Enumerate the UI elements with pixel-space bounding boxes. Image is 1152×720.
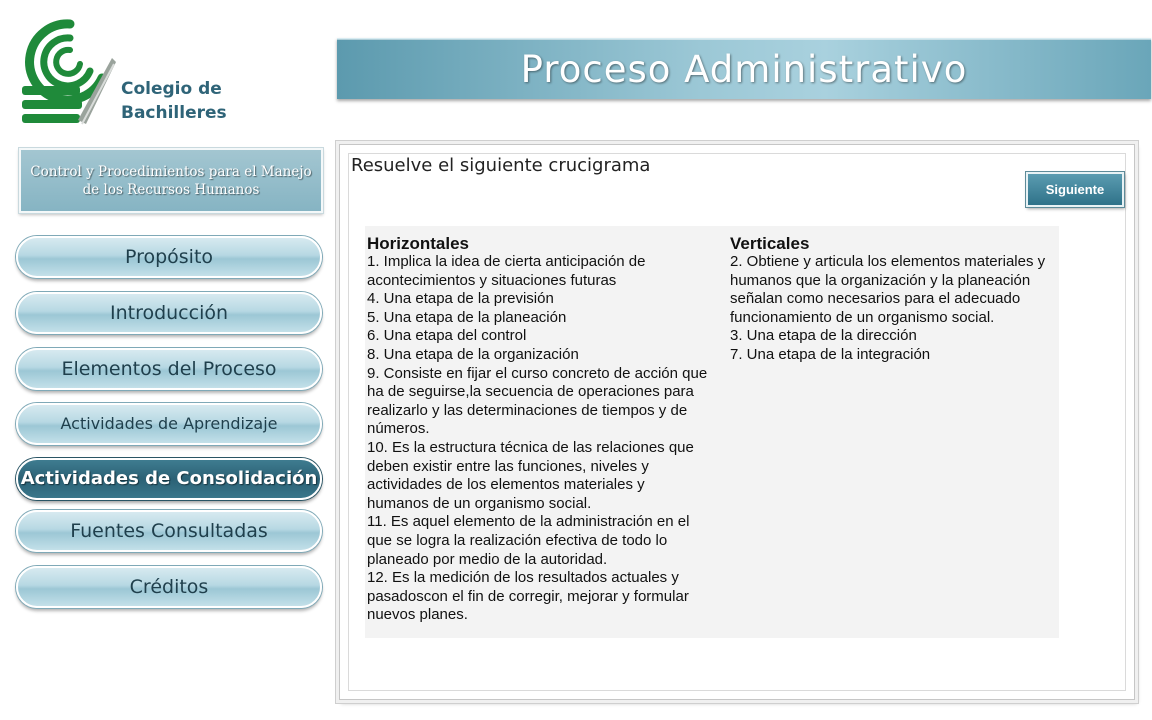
clue-line: humanos de un organismo social. [367, 494, 592, 512]
clue-line: deben existir entre las funciones, niveles y [367, 457, 649, 475]
nav-label: Fuentes Consultadas [70, 520, 268, 542]
clue-line: actividades de los elementos materiales y [367, 476, 645, 494]
next-button[interactable] [1026, 172, 1124, 207]
nav-fuentes-button[interactable] [16, 510, 322, 552]
nav-aprendizaje-button[interactable] [16, 403, 322, 445]
clue-line: ha de seguirse,la secuencia de operaciones para [367, 383, 694, 401]
clue-line: humanos que la organización y la planeación [730, 271, 1031, 289]
clue-line: 3. Una etapa de la dirección [730, 327, 917, 345]
clue-line: 12. Es la medición de los resultados actuales y [367, 569, 679, 587]
brand-line-2: Bachilleres [121, 103, 227, 123]
instruction-text: Resuelve el siguiente crucigrama [351, 155, 651, 176]
clue-line: realizarlo y las determinaciones de tiempos y de [367, 401, 688, 419]
vertical-heading: Verticales [730, 234, 810, 253]
logo-swirl-icon [20, 16, 120, 131]
clue-line: 5. Una etapa de la planeación [367, 308, 567, 326]
horizontal-clue-list [367, 253, 722, 625]
nav-creditos-button[interactable] [16, 566, 322, 608]
colegio-logo [20, 16, 120, 131]
vertical-clues [730, 234, 1060, 365]
horizontal-heading: Horizontales [367, 234, 470, 253]
clue-line: 11. Es aquel elemento de la administración en el [367, 513, 690, 531]
clue-line: 9. Consiste en fijar el curso concreto de acción que [367, 364, 708, 382]
nav-label: Actividades de Aprendizaje [60, 414, 278, 433]
nav-label: Elementos del Proceso [61, 358, 277, 380]
next-button-label: Siguiente [1045, 182, 1105, 197]
title-bar [337, 38, 1151, 99]
nav-introduccion-button[interactable] [16, 292, 322, 334]
clue-line: nuevos planes. [367, 606, 468, 624]
clue-line: planeado por medio de la autoridad. [367, 550, 608, 568]
brand-line-1: Colegio de [121, 79, 222, 99]
nav-label: Actividades de Consolidación [20, 468, 318, 489]
clue-line: 4. Una etapa de la previsión [367, 290, 554, 308]
clue-line: señalan como necesarios para el adecuado [730, 290, 1021, 308]
clue-line: acontecimientos y situaciones futuras [367, 271, 617, 289]
clue-line: 6. Una etapa del control [367, 327, 527, 345]
course-subtitle-box [19, 148, 323, 213]
page-title: Proceso Administrativo [520, 47, 968, 91]
horizontal-clues [367, 234, 722, 625]
brand-name [121, 77, 227, 125]
nav-consolidacion-button[interactable] [16, 458, 322, 500]
course-subtitle: Control y Procedimientos para el Manejo de los Recursos Humanos [30, 163, 312, 198]
nav-label: Créditos [129, 576, 209, 598]
clue-line: 10. Es la estructura técnica de las relaciones que [367, 438, 694, 456]
clue-line: que se logra la realización efectiva de todo lo [367, 531, 668, 549]
clue-line: números. [367, 420, 430, 438]
nav-elementos-button[interactable] [16, 348, 322, 390]
clue-line: funcionamiento de un organismo social. [730, 308, 995, 326]
clue-line: 8. Una etapa de la organización [367, 345, 579, 363]
nav-proposito-button[interactable] [16, 236, 322, 278]
clue-line: pasadoscon el fin de corregir, mejorar y formular [367, 587, 689, 605]
nav-label: Introducción [109, 302, 229, 324]
clue-line: 1. Implica la idea de cierta anticipación de [367, 253, 646, 270]
clue-line: 7. Una etapa de la integración [730, 345, 931, 363]
nav-label: Propósito [124, 246, 214, 268]
clue-line: 2. Obtiene y articula los elementos materiales y [730, 253, 1046, 270]
crossword-clues [365, 226, 1059, 638]
vertical-clue-list [730, 253, 1060, 365]
